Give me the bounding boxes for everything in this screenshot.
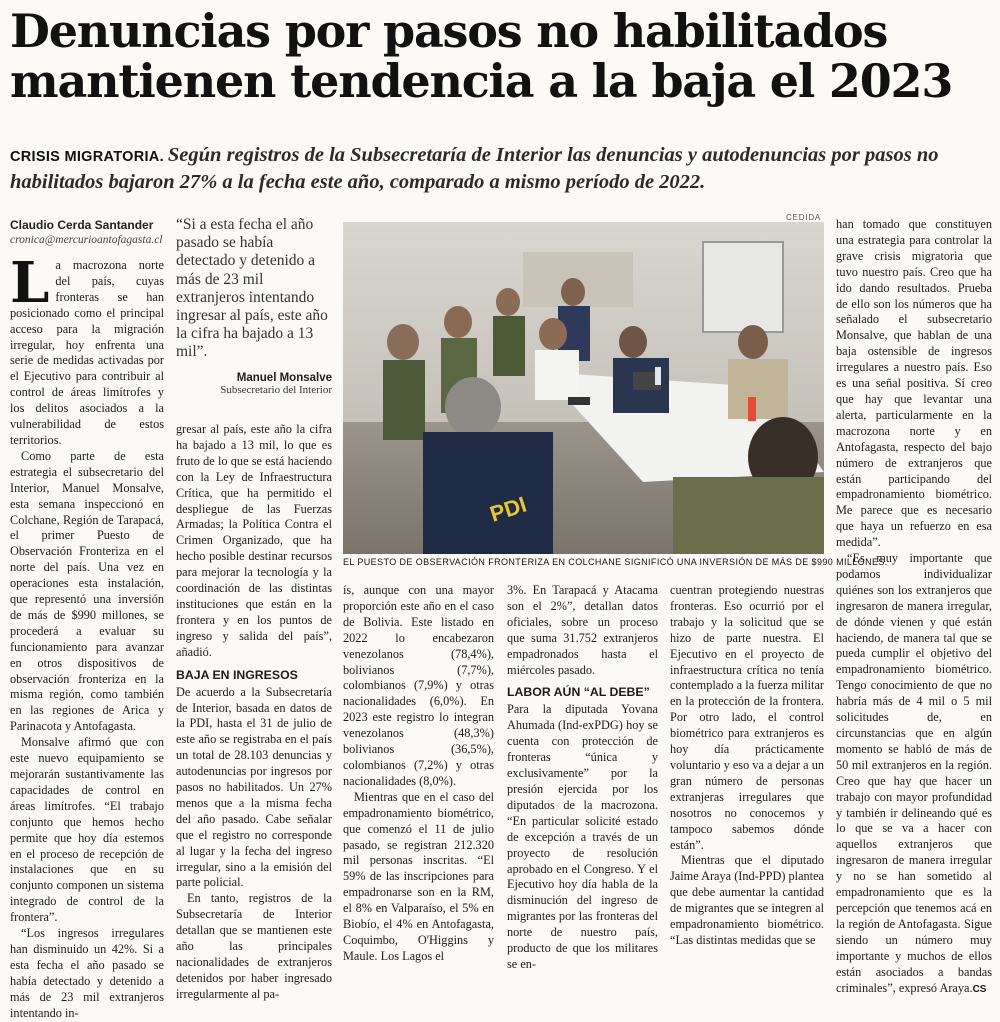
- col6-paragraph-2-text: “Es muy importante que podamos individualizar quiénes son los extranjeros que ingresaron de manera irregular, de dónde vienen y qué están haciendo, de manera tal que se pueda cumplir el objetivo del empadronamiento biométrico. Tengo conocimiento de que no habría más de 4 mil o 5 mil solicitudes de, en circunstancias que en algún momento se habló de más de 50 mil extranjeros en la región. Creo que hay que hacer un trabajo con mayor profundidad y también ir delineando qué es lo que se va a hacer con aquellos extranjeros que ingresaron de manera irregular y no se han sometido al empadronamiento que es la percepción que tenemos acá en la región de Antofagasta. Sigue siendo un número muy importante y muchos de ellos están asociados a bandas criminales”, expresó Araya.: [836, 551, 992, 995]
- deck: [10, 143, 990, 195]
- svg-text:PDI: PDI: [486, 491, 530, 527]
- pull-quote-name: Manuel Monsalve: [236, 371, 332, 384]
- headline: [10, 6, 990, 106]
- col1-paragraph-3: Monsalve afirmó que con este nuevo equipamiento se mejorarán sustantivamente las capacidades de control en áreas limítrofes. “El trabajo conjunto que hemos hecho permite que hoy día estemos en el proceso de recepción de instalaciones que en su conjunto componen un sistema integrado de control de la frontera”.: [10, 735, 164, 925]
- pull-quote-role: Subsecretario del Interior: [220, 383, 332, 396]
- pull-quote-text: “Si a esta fecha el año pasado se había detectado y detenido a más de 23 mil extranjeros intentando ingresar al país, este año la cifra ha bajado a 13 mil”.: [176, 216, 328, 361]
- col5-paragraph-1: cuentran protegiendo nuestras fronteras. Eso ocurrió por el trabajo y la solicitud que se hizo de parte nuestra. El Ejecutivo en el proyecto de infraestructura crítica no tenía contemplado a la fuerza militar en la protección de la frontera. Por otro lado, el control biométrico para extranjeros es hoy día prácticamente voluntario y eso va a dejar a un gran número de personas extranjeras irregulares que nosotros no conocemos y tampoco sabemos dónde están”.: [670, 583, 824, 852]
- col4-paragraph-2: Para la diputada Yovana Ahumada (Ind-exPDG) hoy se cuenta con protección de fronteras “única y exclusivamente” por la presión ejercida por los diputados de la macrozona. “En particular solicité estado de excepción a través de un proyecto de resolución aprobado en el Congreso. Y el Ejecutivo hoy día habla de la disminución del ingreso de migrantes por las fronteras del norte de nuestro país, producto de que los militares se en-: [507, 702, 658, 971]
- meeting-photo-illustration: [343, 222, 824, 554]
- subhead-baja-en-ingresos: BAJA EN INGRESOS: [176, 667, 298, 682]
- byline-email[interactable]: cronica@mercurioantofagasta.cl: [10, 234, 163, 246]
- end-mark: CS: [972, 983, 987, 995]
- column-6: [836, 217, 992, 997]
- column-1: [10, 217, 164, 1022]
- col2-paragraph-2: De acuerdo a la Subsecretaría de Interior, basada en datos de la PDI, hasta el 31 de julio de este año se registraba en el país un total de 28.103 denuncias y autodenuncias por ingresos por pasos no habilitados. Un 27% menos que a la misma fecha del año pasado. Cabe señalar que el registro no corresponde al lugar y la fecha del ingreso irregular, sino a la emisión del parte policial.: [176, 684, 332, 890]
- col2-paragraph-1: gresar al país, este año la cifra ha bajado a 13 mil, lo que es fruto de lo que se está haciendo con la Ley de Infraestructura Crítica, que ha permitido el despliegue de las Fuerzas Armadas; la Política Contra el Crimen Organizado, que ha hecho posible destinar recursos para mejorar la tecnología y la coordinación de las distintas instituciones que están en la frontera y en los puntos de ingreso y salida del país”, añadió.: [176, 422, 332, 659]
- col1-paragraph-4: “Los ingresos irregulares han disminuido un 42%. Si a esta fecha el año pasado se había detectado y detenido a más de 23 mil extranjeros intentando in-: [10, 926, 164, 1020]
- col1-paragraph-1: a macrozona norte del país, cuyas fronteras se han posicionado como el principal acceso para la migración irregular, hoy enfrenta una serie de medidas activadas por el Ejecutivo para contribuir al control de áreas limítrofes y los delitos asociados a la vulnerabilidad de estos territorios.: [10, 258, 164, 447]
- column-2: [176, 422, 332, 1003]
- column-4: [507, 583, 658, 973]
- byline-author: Claudio Cerda Santander: [10, 218, 154, 232]
- column-3: [343, 583, 494, 965]
- col5-paragraph-2: Mientras que el diputado Jaime Araya (Ind-PPD) plantea que debe aumentar la cantidad de migrantes que se integren al empadronamiento biométrico. “Las distintas medidas que se: [670, 853, 825, 947]
- deck-text: Según registros de la Subsecretaría de Interior las denuncias y autodenuncias por pasos no habilitados bajaron 27% a la fecha este año, comparado a mismo período de 2022.: [10, 144, 939, 193]
- col6-paragraph-2: [836, 551, 992, 997]
- col3-paragraph-2: Mientras que en el caso del empadronamiento biométrico, que comenzó el 11 de julio pasado, se registran 212.320 mil personas inscritas. “El 59% de las inscripciones para empadronarse son en la RM, el 8% en Valparaíso, el 5% en Biobío, el 4% en Antofagasta, Coquimbo, O'Higgins y Maule. Los Lagos el: [343, 789, 494, 963]
- headline-line-1: Denuncias por pasos no habilitados: [10, 4, 888, 58]
- lead-paragraph: [10, 250, 164, 449]
- subhead-labor-aun-al-debe: LABOR AÚN “AL DEBE”: [507, 685, 650, 700]
- col6-paragraph-1: han tomado que constituyen una estrategia para controlar la grave crisis migratoria que tuvo nuestro país. Creo que ha ido dando resultados. Prueba de ello son los números que ha señalado el subsecretario Monsalve, que hablan de una baja ostensible de ingresos irregulares a nuestro país. Eso es una señal positiva. Sí creo que hay que levantar una alerta, particularmente en la macrozona norte y en Antofagasta, respecto del bajo número de extranjeros que están participando del empadronamiento biométrico. Me parece que es necesario que haya un refuerzo en esa medida”.: [836, 217, 992, 550]
- column-5: [670, 583, 824, 949]
- deck-kicker: CRISIS MIGRATORIA.: [10, 149, 164, 165]
- photo-credit: CEDIDA: [786, 213, 822, 222]
- pull-quote: [176, 216, 332, 396]
- col3-paragraph-1: ís, aunque con una mayor proporción este año en el caso de Bolivia. Este listado en 2022 lo encabezaron venezolanos (78,4%), bolivianos (7,7%), colombianos (7,9%) y otras nacionalidades (6,0%). En 2023 este registro lo integran venezolanos (48,3%) bolivianos (36,5%), colombianos (7,2%) y otras nacionalidades (8,0%).: [343, 583, 494, 788]
- news-photo: [343, 222, 824, 554]
- col4-paragraph-1: 3%. En Tarapacá y Atacama son el 2%”, detallan datos oficiales, sobre un proceso que suma 31.752 extranjeros empadronados hasta el miércoles pasado.: [507, 583, 658, 677]
- drop-cap: L: [10, 250, 50, 316]
- col1-paragraph-2: Como parte de esta estrategia el subsecretario del Interior, Manuel Monsalve, esta semana inspeccionó en Colchane, Región de Tarapacá, el primer Puesto de Observación Fronteriza en el norte del país. Una vez en operaciones esta instalación, que representó una inversión de más de $990 millones, se procederá a evaluar su funcionamiento para avanzar en otros dispositivos de observación fronteriza en la misma región, como también en las regiones de Arica y Parinacota y Antofagasta.: [10, 448, 164, 734]
- headline-line-2: mantienen tendencia a la baja el 2023: [10, 54, 953, 108]
- photo-caption: EL PUESTO DE OBSERVACIÓN FRONTERIZA EN COLCHANE SIGNIFICÓ UNA INVERSIÓN DE MÁS DE $990 MILLONES.: [343, 557, 888, 567]
- col2-paragraph-3: En tanto, registros de la Subsecretaría de Interior detallan que se mantienen este año las principales nacionalidades de extranjeros detenidos por haber ingresado irregularmente al pa-: [176, 891, 332, 1001]
